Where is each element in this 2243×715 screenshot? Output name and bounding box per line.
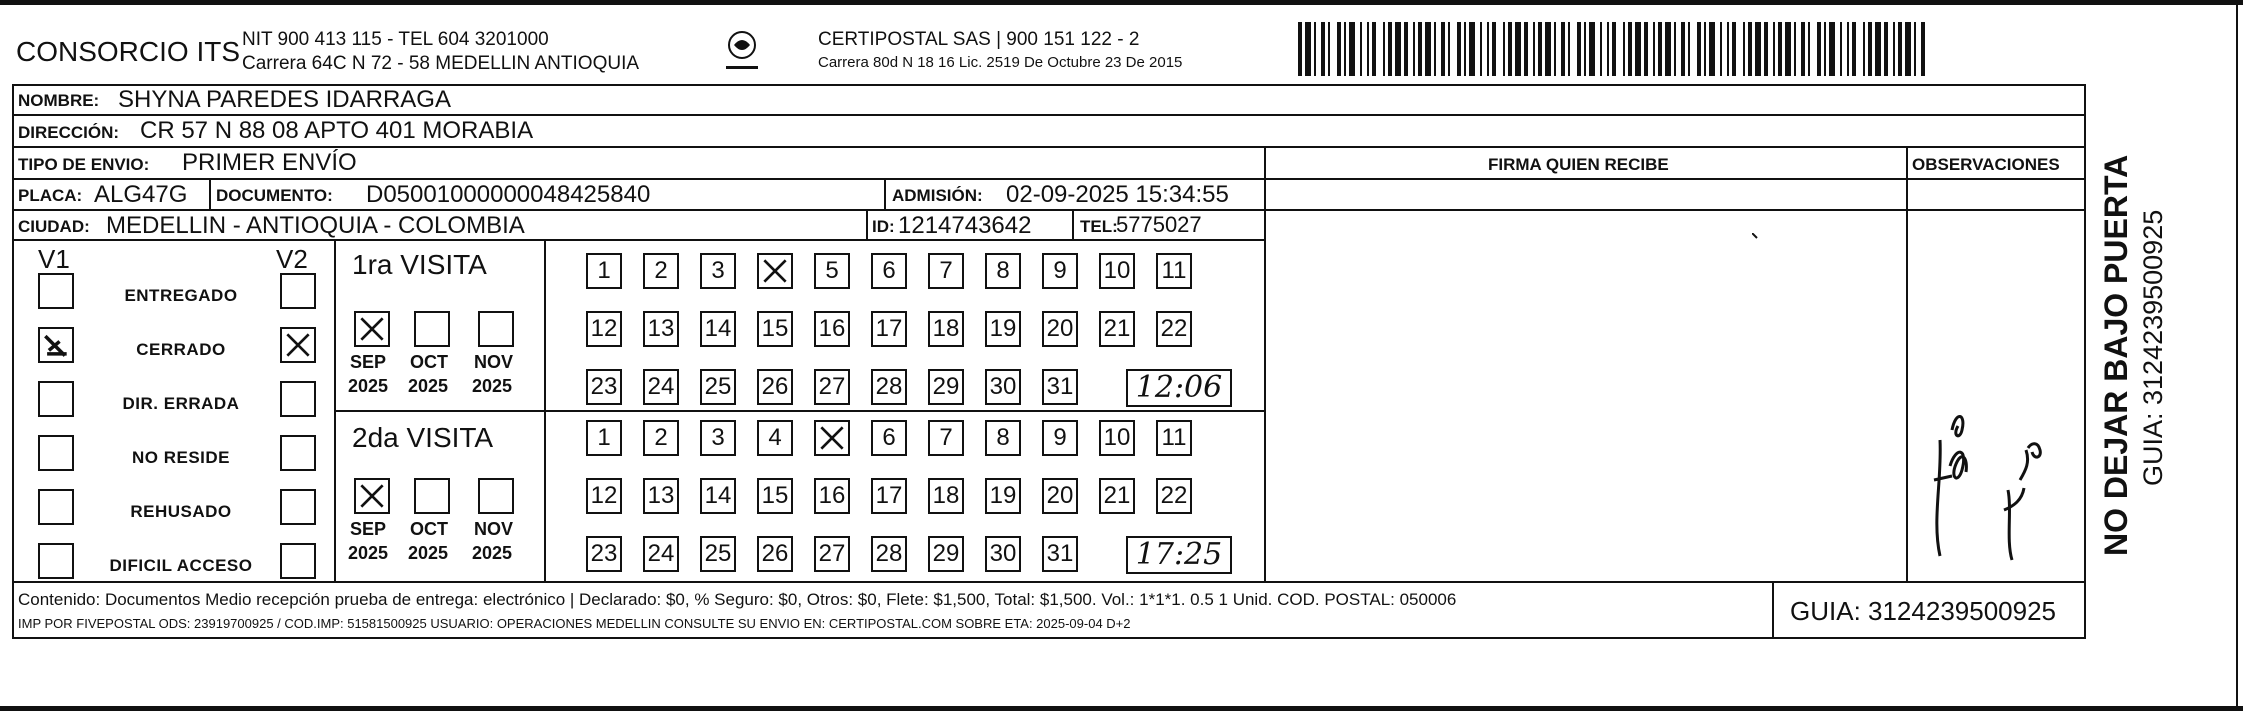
row-line (12, 581, 2086, 583)
day-cell[interactable]: 18 (928, 311, 964, 347)
day-cell[interactable]: 7 (928, 253, 964, 289)
row-line (12, 209, 2086, 211)
direccion-value: CR 57 N 88 08 APTO 401 MORABIA (140, 117, 534, 144)
footer-imp: IMP POR FIVEPOSTAL ODS: 23919700925 / COD.IMP: 51581500925 USUARIO: OPERACIONES MEDELLIN CONSULTE SU ENVIO EN: CERTIPOSTAL.COM SOBRE ETA: 2025-09-04 D+2 (18, 616, 1131, 631)
year-label: 2025 (472, 543, 513, 563)
month-label: NOV (474, 519, 514, 539)
day-cell[interactable]: 21 (1099, 311, 1135, 347)
row-line (12, 146, 2086, 148)
company-nit: NIT 900 413 115 - TEL 604 3201000 (242, 29, 549, 50)
status-option-label: DIFICIL ACCESO (109, 556, 253, 575)
day-cell[interactable]: 20 (1042, 478, 1078, 514)
day-cell[interactable]: 17 (871, 478, 907, 514)
tipo-label: TIPO DE ENVIO: (18, 155, 150, 174)
year-label: 2025 (408, 376, 449, 396)
day-cell[interactable]: 24 (643, 536, 679, 572)
id-value: 1214743642 (898, 212, 1032, 239)
courier-name: CERTIPOSTAL SAS | 900 151 122 - 2 (818, 29, 1140, 50)
admision-value: 02-09-2025 15:34:55 (1006, 181, 1229, 208)
day-cell[interactable]: 27 (814, 536, 850, 572)
company-name: CONSORCIO ITS (16, 36, 241, 67)
day-cell[interactable]: 10 (1099, 253, 1135, 289)
month-checkbox[interactable] (354, 311, 390, 347)
tel-value: 5775027 (1116, 212, 1202, 237)
day-cell[interactable]: 15 (757, 478, 793, 514)
day-cell[interactable]: 5 (814, 253, 850, 289)
observaciones-label: OBSERVACIONES (1912, 155, 2060, 174)
visit2-title: 2da VISITA (352, 422, 494, 453)
month-checkbox[interactable] (478, 311, 514, 347)
day-cell[interactable]: 15 (757, 311, 793, 347)
row-line (12, 239, 1264, 241)
row-line (12, 114, 2086, 116)
day-cell[interactable]: 17 (871, 311, 907, 347)
top-border (0, 0, 2243, 5)
month-checkbox[interactable] (414, 478, 450, 514)
month-checkbox[interactable] (354, 478, 390, 514)
day-cell[interactable]: 12 (586, 311, 622, 347)
day-cell[interactable]: 28 (871, 536, 907, 572)
month-label: OCT (410, 519, 448, 539)
side-warning: NO DEJAR BAJO PUERTA (2098, 154, 2134, 556)
day-cell[interactable]: 22 (1156, 478, 1192, 514)
month-label: NOV (474, 352, 514, 372)
month-label: SEP (350, 352, 387, 372)
year-label: 2025 (348, 543, 389, 563)
day-cell[interactable]: 22 (1156, 311, 1192, 347)
day-cell[interactable]: 31 (1042, 536, 1078, 572)
visit1-title: 1ra VISITA (352, 249, 487, 280)
day-cell[interactable]: 11 (1156, 253, 1192, 289)
cell-divider (1072, 209, 1074, 239)
day-cell[interactable]: 7 (928, 420, 964, 456)
visit-separator (334, 410, 1264, 412)
day-cell[interactable]: 24 (643, 369, 679, 405)
status-option-label: ENTREGADO (124, 286, 238, 305)
v2-checkbox[interactable] (280, 489, 316, 525)
v1-label: V1 (38, 244, 70, 274)
courier-address: Carrera 80d N 18 16 Lic. 2519 De Octubre 23 De 2015 (818, 54, 1183, 71)
status-option-label: REHUSADO (130, 502, 232, 521)
ciudad-value: MEDELLIN - ANTIOQUIA - COLOMBIA (106, 212, 525, 239)
id-label: ID: (872, 217, 895, 236)
day-cell[interactable] (814, 420, 850, 456)
day-cell[interactable]: 18 (928, 478, 964, 514)
year-label: 2025 (472, 376, 513, 396)
nombre-label: NOMBRE: (18, 91, 100, 110)
day-cell[interactable]: 2 (643, 253, 679, 289)
day-cell[interactable]: 12 (586, 478, 622, 514)
v2-checkbox[interactable] (280, 543, 316, 579)
v2-checkbox[interactable] (280, 273, 316, 309)
day-cell[interactable]: 13 (643, 311, 679, 347)
footer-contenido: Contenido: Documentos Medio recepción prueba de entrega: electrónico | Declarado: $0, % Seguro: $0, Otros: $0, Flete: $1,500, Total: $1,500. Vol.: 1*1*1. 0.5 1 Unid. COD. POSTAL: 050006 (18, 590, 1457, 609)
firma-label: FIRMA QUIEN RECIBE (1488, 155, 1669, 174)
day-cell[interactable]: 21 (1099, 478, 1135, 514)
day-cell[interactable]: 14 (700, 311, 736, 347)
day-cell[interactable]: 1 (586, 420, 622, 456)
day-cell[interactable]: 26 (757, 369, 793, 405)
cell-divider (884, 178, 886, 209)
day-cell[interactable]: 14 (700, 478, 736, 514)
day-cell[interactable]: 31 (1042, 369, 1078, 405)
month-checkbox[interactable] (478, 478, 514, 514)
observaciones-divider (1906, 146, 1908, 581)
v2-label: V2 (276, 244, 308, 274)
status-option-label: DIR. ERRADA (122, 394, 240, 413)
day-cell[interactable]: 9 (1042, 253, 1078, 289)
day-cell[interactable]: 11 (1156, 420, 1192, 456)
placa-value: ALG47G (94, 181, 188, 208)
tipo-value: PRIMER ENVÍO (182, 149, 357, 176)
documento-label: DOCUMENTO: (216, 186, 333, 205)
guia-divider (1772, 581, 1774, 639)
day-cell[interactable]: 23 (586, 369, 622, 405)
day-cell[interactable]: 30 (985, 536, 1021, 572)
v2-checkbox[interactable] (280, 327, 316, 363)
day-cell[interactable]: 25 (700, 536, 736, 572)
day-cell[interactable]: 13 (643, 478, 679, 514)
day-cell[interactable]: 6 (871, 253, 907, 289)
day-cell[interactable]: 29 (928, 536, 964, 572)
day-cell[interactable]: 3 (700, 420, 736, 456)
month-label: SEP (350, 519, 387, 539)
day-cell[interactable]: 16 (814, 311, 850, 347)
right-vertical-line (2236, 0, 2238, 711)
barcode (1298, 22, 1930, 76)
placa-label: PLACA: (18, 186, 83, 205)
day-cell[interactable]: 26 (757, 536, 793, 572)
day-cell[interactable]: 20 (1042, 311, 1078, 347)
footer-guia: GUIA: 3124239500925 (1790, 596, 2056, 626)
visit-time-box[interactable]: 17:25 (1126, 536, 1232, 574)
day-cell[interactable]: 30 (985, 369, 1021, 405)
day-cell[interactable]: 23 (586, 536, 622, 572)
month-checkbox[interactable] (414, 311, 450, 347)
day-cell[interactable]: 19 (985, 478, 1021, 514)
day-cell[interactable]: 6 (871, 420, 907, 456)
admision-label: ADMISIÓN: (892, 186, 983, 205)
day-cell[interactable]: 1 (586, 253, 622, 289)
year-label: 2025 (408, 543, 449, 563)
day-cell[interactable]: 3 (700, 253, 736, 289)
status-option-label: CERRADO (136, 340, 226, 359)
day-cell[interactable]: 16 (814, 478, 850, 514)
nombre-value: SHYNA PAREDES IDARRAGA (118, 86, 451, 113)
row-line (12, 178, 2086, 180)
day-cell[interactable]: 2 (643, 420, 679, 456)
day-cell[interactable]: 10 (1099, 420, 1135, 456)
ciudad-label: CIUDAD: (18, 217, 90, 236)
cell-divider (209, 178, 211, 209)
v2-checkbox[interactable] (280, 435, 316, 471)
day-cell[interactable]: 9 (1042, 420, 1078, 456)
certipostal-logo (712, 28, 772, 80)
tel-label: TEL: (1080, 217, 1118, 236)
day-cell[interactable]: 29 (928, 369, 964, 405)
visit-time-box[interactable]: 12:06 (1126, 369, 1232, 407)
day-cell[interactable]: 19 (985, 311, 1021, 347)
year-label: 2025 (348, 376, 389, 396)
status-option-label: NO RESIDE (131, 448, 231, 467)
day-cell[interactable]: 8 (985, 253, 1021, 289)
signature-divider (1264, 146, 1266, 581)
company-address: Carrera 64C N 72 - 58 MEDELLIN ANTIOQUIA (242, 53, 640, 74)
direccion-label: DIRECCIÓN: (18, 123, 120, 142)
day-cell[interactable]: 4 (757, 420, 793, 456)
pen-dot (1752, 226, 1758, 232)
month-label: OCT (410, 352, 448, 372)
day-cell[interactable]: 25 (700, 369, 736, 405)
day-cell[interactable]: 28 (871, 369, 907, 405)
bottom-border (0, 706, 2243, 711)
day-cell[interactable]: 8 (985, 420, 1021, 456)
handwritten-signature (1912, 330, 2072, 570)
cell-divider (866, 209, 868, 239)
day-cell[interactable] (757, 253, 793, 289)
day-cell[interactable]: 27 (814, 369, 850, 405)
documento-value: D05001000000048425840 (366, 181, 651, 208)
v2-checkbox[interactable] (280, 381, 316, 417)
side-guia: GUIA: 3124239500925 (2138, 209, 2168, 486)
